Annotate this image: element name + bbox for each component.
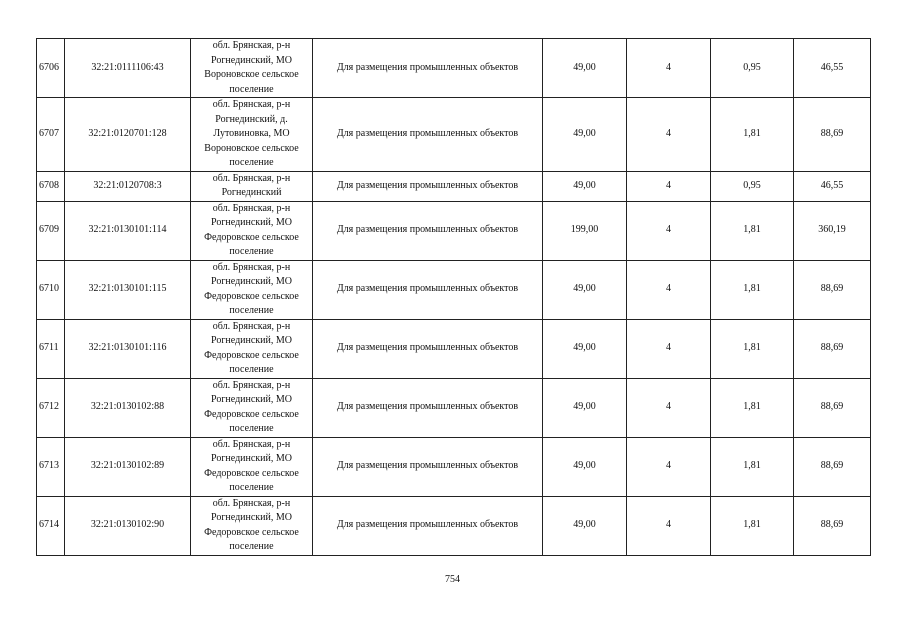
cell-row-number: 6712 — [37, 378, 65, 437]
cell-permitted-use: Для размещения промышленных объектов — [313, 437, 543, 496]
cell-address: обл. Брянская, р-н Рогнединский, МО Федоровское сельское поселение — [191, 201, 313, 260]
cell-group: 4 — [627, 319, 711, 378]
table-row — [37, 378, 871, 437]
cell-rate: 1,81 — [711, 319, 794, 378]
cell-area: 49,00 — [543, 378, 627, 437]
cell-row-number: 6707 — [37, 98, 65, 172]
cell-row-number: 6714 — [37, 496, 65, 555]
cell-area: 49,00 — [543, 171, 627, 201]
cell-rate: 0,95 — [711, 171, 794, 201]
cell-address: обл. Брянская, р-н Рогнединский, МО Федоровское сельское поселение — [191, 319, 313, 378]
cell-rate: 1,81 — [711, 260, 794, 319]
cell-cadastral-number: 32:21:0120708:3 — [65, 171, 191, 201]
cell-permitted-use: Для размещения промышленных объектов — [313, 171, 543, 201]
table-row — [37, 39, 871, 98]
cell-permitted-use: Для размещения промышленных объектов — [313, 201, 543, 260]
cell-amount: 88,69 — [794, 319, 871, 378]
cell-permitted-use: Для размещения промышленных объектов — [313, 260, 543, 319]
cell-cadastral-number: 32:21:0111106:43 — [65, 39, 191, 98]
cell-group: 4 — [627, 378, 711, 437]
cell-area: 49,00 — [543, 319, 627, 378]
cell-rate: 1,81 — [711, 496, 794, 555]
cell-group: 4 — [627, 201, 711, 260]
cell-address: обл. Брянская, р-н Рогнединский, МО Федоровское сельское поселение — [191, 378, 313, 437]
cell-area: 49,00 — [543, 437, 627, 496]
cell-address: обл. Брянская, р-н Рогнединский, МО Федоровское сельское поселение — [191, 496, 313, 555]
cell-amount: 88,69 — [794, 496, 871, 555]
cell-row-number: 6713 — [37, 437, 65, 496]
cell-permitted-use: Для размещения промышленных объектов — [313, 496, 543, 555]
cell-row-number: 6711 — [37, 319, 65, 378]
cell-cadastral-number: 32:21:0130102:89 — [65, 437, 191, 496]
cell-permitted-use: Для размещения промышленных объектов — [313, 378, 543, 437]
table-row — [37, 171, 871, 201]
cell-area: 49,00 — [543, 496, 627, 555]
cell-amount: 88,69 — [794, 378, 871, 437]
cell-rate: 0,95 — [711, 39, 794, 98]
cell-rate: 1,81 — [711, 201, 794, 260]
cell-area: 49,00 — [543, 39, 627, 98]
cell-rate: 1,81 — [711, 98, 794, 172]
cell-cadastral-number: 32:21:0130101:115 — [65, 260, 191, 319]
table-row — [37, 319, 871, 378]
cell-area: 49,00 — [543, 98, 627, 172]
cell-amount: 46,55 — [794, 39, 871, 98]
cell-address: обл. Брянская, р-н Рогнединский — [191, 171, 313, 201]
cell-rate: 1,81 — [711, 378, 794, 437]
cell-group: 4 — [627, 260, 711, 319]
cell-cadastral-number: 32:21:0130102:90 — [65, 496, 191, 555]
cell-address: обл. Брянская, р-н Рогнединский, МО Федоровское сельское поселение — [191, 260, 313, 319]
cell-row-number: 6710 — [37, 260, 65, 319]
cell-address: обл. Брянская, р-н Рогнединский, МО Вороновское сельское поселение — [191, 39, 313, 98]
cell-amount: 46,55 — [794, 171, 871, 201]
cell-amount: 88,69 — [794, 437, 871, 496]
cell-area: 199,00 — [543, 201, 627, 260]
cell-amount: 88,69 — [794, 98, 871, 172]
cell-row-number: 6708 — [37, 171, 65, 201]
table-row — [37, 260, 871, 319]
cell-group: 4 — [627, 39, 711, 98]
cell-address: обл. Брянская, р-н Рогнединский, д. Лутовиновка, МО Вороновское сельское поселение — [191, 98, 313, 172]
cell-cadastral-number: 32:21:0130101:116 — [65, 319, 191, 378]
land-plots-table — [36, 38, 871, 556]
cell-amount: 360,19 — [794, 201, 871, 260]
cell-cadastral-number: 32:21:0120701:128 — [65, 98, 191, 172]
table-body — [37, 39, 871, 556]
cell-area: 49,00 — [543, 260, 627, 319]
table-row — [37, 437, 871, 496]
cell-permitted-use: Для размещения промышленных объектов — [313, 319, 543, 378]
cell-group: 4 — [627, 496, 711, 555]
cell-permitted-use: Для размещения промышленных объектов — [313, 98, 543, 172]
table-row — [37, 98, 871, 172]
cell-group: 4 — [627, 437, 711, 496]
cell-cadastral-number: 32:21:0130102:88 — [65, 378, 191, 437]
cell-row-number: 6709 — [37, 201, 65, 260]
cell-permitted-use: Для размещения промышленных объектов — [313, 39, 543, 98]
page-number: 754 — [445, 574, 460, 585]
cell-group: 4 — [627, 171, 711, 201]
cell-address: обл. Брянская, р-н Рогнединский, МО Федоровское сельское поселение — [191, 437, 313, 496]
cell-cadastral-number: 32:21:0130101:114 — [65, 201, 191, 260]
table-row — [37, 496, 871, 555]
cell-group: 4 — [627, 98, 711, 172]
table-row — [37, 201, 871, 260]
cell-rate: 1,81 — [711, 437, 794, 496]
cell-amount: 88,69 — [794, 260, 871, 319]
cell-row-number: 6706 — [37, 39, 65, 98]
